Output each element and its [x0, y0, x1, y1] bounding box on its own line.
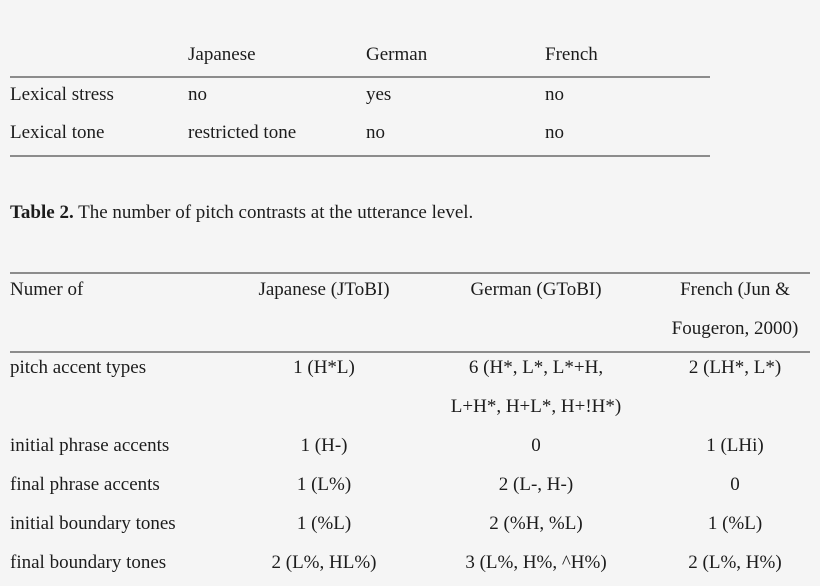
table1-bottom-rule [10, 155, 710, 157]
table2-cell-german-line2: L+H*, H+L*, H+!H*) [450, 396, 622, 417]
table2-cell-french: 2 (LH*, L*) [688, 357, 782, 378]
table1-cell: no [545, 122, 564, 143]
table1-cell: no [366, 122, 385, 143]
table2-row-label: final phrase accents [10, 474, 160, 495]
table2-cell-french: 1 (%L) [707, 513, 763, 534]
table2-row-label: pitch accent types [10, 357, 147, 378]
table2-row-label: final boundary tones [10, 552, 167, 573]
table1-cell: no [188, 84, 207, 105]
table2-cell-german: 2 (L-, H-) [498, 474, 574, 495]
table2-cell-japanese: 1 (H*L) [293, 357, 355, 378]
table1-header-japanese: Japanese [188, 44, 256, 65]
table2-cell-german: 2 (%H, %L) [489, 513, 583, 534]
table2-cell-japanese: 1 (L%) [296, 474, 352, 495]
table1-row-label: Lexical tone [10, 122, 105, 143]
table1-row-label: Lexical stress [10, 84, 114, 105]
table1-header-french: French [545, 44, 598, 65]
table2-cell-german: 0 [531, 435, 541, 456]
table2-header-rule [10, 351, 810, 353]
table2-header-french: French (Jun & [680, 279, 790, 300]
table2-cell-japanese: 1 (H-) [300, 435, 348, 456]
table2-caption-text: The number of pitch contrasts at the utterance level. [73, 202, 474, 223]
table1-cell: no [545, 84, 564, 105]
table2-row-label: initial boundary tones [10, 513, 176, 534]
table1-cell: restricted tone [188, 122, 297, 143]
table2-header-french-line2: Fougeron, 2000) [671, 318, 799, 339]
table2-row-label: initial phrase accents [10, 435, 170, 456]
table2-top-rule [10, 272, 810, 274]
table2-header-german: German (GToBI) [470, 279, 602, 300]
table2-cell-french: 2 (L%, H%) [688, 552, 782, 573]
table1-header-german: German [366, 44, 428, 65]
table2-header-japanese: Japanese (JToBI) [258, 279, 390, 300]
table2-caption-label: Table 2. [10, 202, 74, 223]
table2-cell-japanese: 1 (%L) [296, 513, 352, 534]
table1-top-rule [10, 76, 710, 78]
table2-cell-german: 3 (L%, H%, ^H%) [465, 552, 607, 573]
table2-cell-french: 1 (LHi) [706, 435, 764, 456]
table2-cell-german: 6 (H*, L*, L*+H, [468, 357, 604, 378]
table2-header-numer-of: Numer of [10, 279, 84, 300]
table1-cell: yes [366, 84, 392, 105]
table2-cell-japanese: 2 (L%, HL%) [271, 552, 377, 573]
table2-caption [10, 203, 473, 222]
table2-cell-french: 0 [730, 474, 740, 495]
